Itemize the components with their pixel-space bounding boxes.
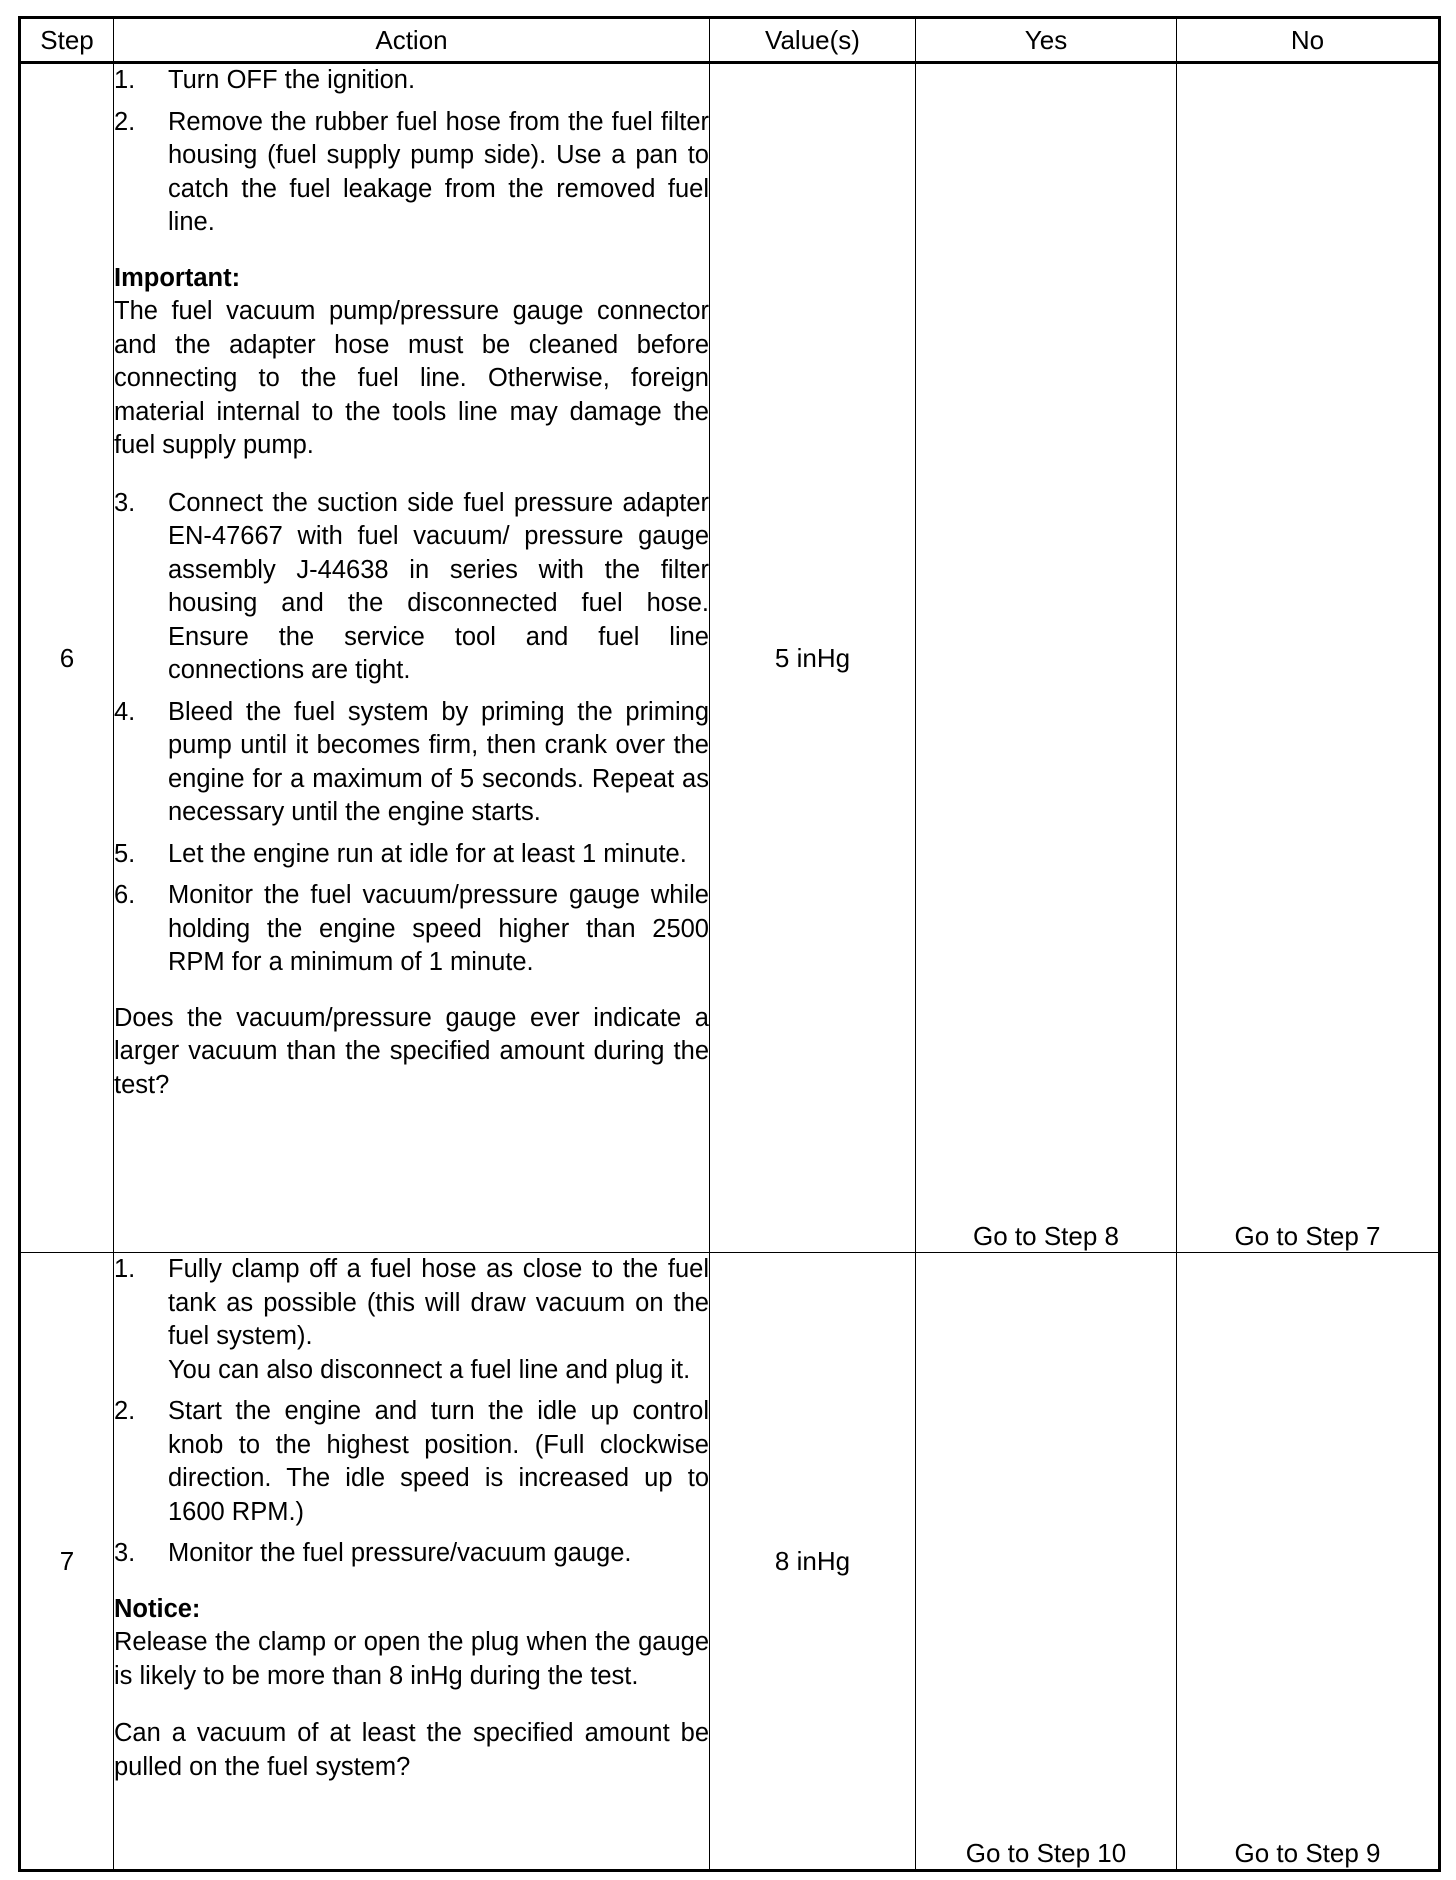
value-cell: 5 inHg (710, 63, 916, 1253)
item-number: 1. (114, 1255, 136, 1283)
yes-cell: Go to Step 8 (916, 63, 1177, 1253)
item-number: 2. (114, 107, 136, 136)
item-text: Monitor the fuel vacuum/pressure gauge while holding the engine speed higher than 2500 RPM for a minimum of 1 minute. (168, 881, 709, 976)
header-no: No (1177, 18, 1440, 63)
item-text: Bleed the fuel system by priming the priming pump until it becomes firm, then crank over the engine for a maximum of 5 seconds. Repeat as necessary until the engine starts. (168, 697, 709, 826)
action-item (114, 696, 709, 830)
table-row-step-6 (20, 63, 1440, 1253)
action-cell (114, 63, 710, 1253)
header-row (20, 18, 1440, 63)
action-item (114, 879, 709, 980)
no-cell: Go to Step 7 (1177, 63, 1440, 1253)
notice-label: Notice: (114, 1594, 201, 1623)
item-text: Turn OFF the ignition. (168, 66, 416, 94)
value-cell: 8 inHg (710, 1253, 916, 1871)
item-number: 1. (114, 66, 136, 94)
notice-text: Release the clamp or open the plug when the gauge is likely to be more than 8 inHg during the test. (114, 1628, 709, 1690)
item-text: Let the engine run at idle for at least 1 minute. (168, 839, 687, 868)
action-item (114, 106, 709, 240)
item-number: 3. (114, 1539, 136, 1567)
header-yes: Yes (916, 18, 1177, 63)
header-values: Value(s) (710, 18, 916, 63)
action-item (114, 487, 709, 688)
action-item (114, 838, 709, 872)
item-number: 3. (114, 488, 136, 517)
item-text-continued: You can also disconnect a fuel line and plug it. (168, 1355, 691, 1384)
item-text: Remove the rubber fuel hose from the fuel filter housing (fuel supply pump side). Use a pan to catch the fuel leakage from the removed fuel line. (168, 107, 709, 236)
question-text: Does the vacuum/pressure gauge ever indicate a larger vacuum than the specified amount during the test? (114, 1003, 709, 1099)
item-number: 6. (114, 881, 136, 909)
action-cell (114, 1253, 710, 1871)
item-number: 4. (114, 697, 136, 726)
no-cell: Go to Step 9 (1177, 1253, 1440, 1871)
important-label: Important: (114, 263, 241, 292)
item-text: Connect the suction side fuel pressure adapter EN-47667 with fuel vacuum/ pressure gauge assembly J-44638 in series with the filter housing and the disconnected fuel hose. Ensure the service tool and fuel line connections are tight. (168, 488, 709, 684)
action-item (114, 64, 709, 98)
step-number: 7 (20, 1253, 114, 1871)
item-text: Monitor the fuel pressure/vacuum gauge. (168, 1539, 632, 1567)
yes-cell: Go to Step 10 (916, 1253, 1177, 1871)
header-step: Step (20, 18, 114, 63)
action-item (114, 1537, 709, 1571)
item-number: 2. (114, 1397, 136, 1425)
diagnostic-table (18, 16, 1441, 1872)
header-action: Action (114, 18, 710, 63)
item-text: Start the engine and turn the idle up control knob to the highest position. (Full clockwise direction. The idle speed is increased up to 1600 RPM.) (168, 1397, 709, 1526)
table-row-step-7 (20, 1253, 1440, 1871)
action-item (114, 1395, 709, 1529)
item-number: 5. (114, 839, 136, 868)
action-item (114, 1253, 709, 1387)
item-text: Fully clamp off a fuel hose as close to the fuel tank as possible (this will draw vacuum on the fuel system). (168, 1255, 709, 1350)
step-number: 6 (20, 63, 114, 1253)
important-text: The fuel vacuum pump/pressure gauge connector and the adapter hose must be cleaned before connecting to the fuel line. Otherwise, foreign material internal to the tools line may damage the fuel supply pump. (114, 297, 709, 459)
question-text: Can a vacuum of at least the specified amount be pulled on the fuel system? (114, 1719, 709, 1781)
